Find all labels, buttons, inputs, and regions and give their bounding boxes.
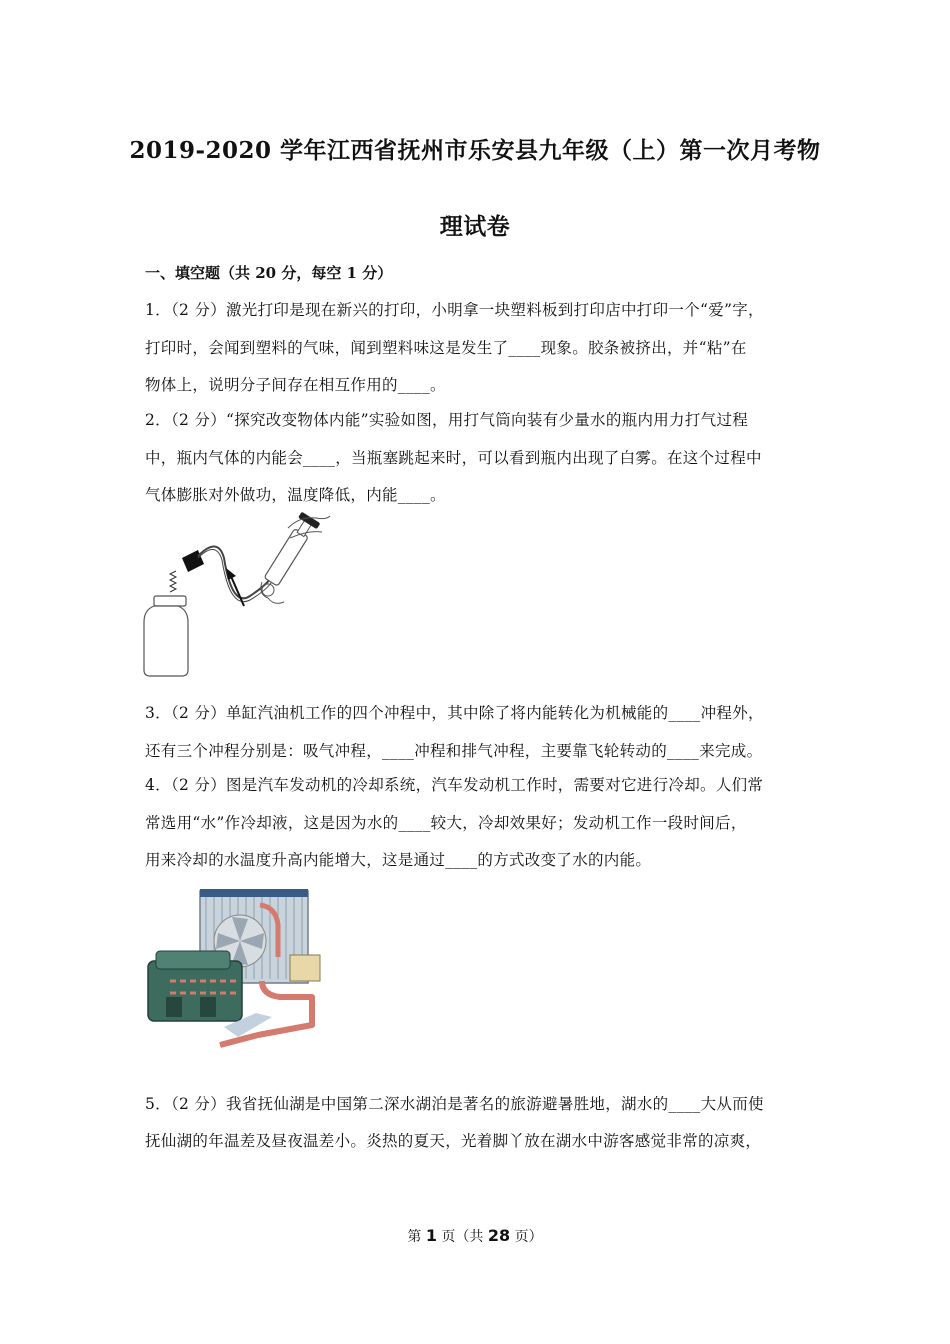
q3-line-1: 3．（2 分）单缸汽油机工作的四个冲程中，其中除了将内能转化为机械能的____冲程外， xyxy=(145,704,764,722)
footer-prefix: 第 xyxy=(407,1229,426,1245)
q5-line-2: 抚仙湖的年温差及昼夜温差小。炎热的夏天，光着脚丫放在湖水中游客感觉非常的凉爽， xyxy=(145,1132,762,1150)
footer-page-number: 1 xyxy=(425,1226,437,1245)
q2-line-1: 2．（2 分）“探究改变物体内能”实验如图，用打气筒向装有少量水的瓶内用力打气过程 xyxy=(145,411,749,429)
q1-line-3: 物体上，说明分子间存在相互作用的____。 xyxy=(145,376,446,394)
q3-line-2: 还有三个冲程分别是：吸气冲程，____冲程和排气冲程，主要靠飞轮转动的____来完成。 xyxy=(145,742,763,760)
section-heading: 一、填空题（共 20 分，每空 1 分） xyxy=(145,264,393,282)
q4-line-1: 4．（2 分）图是汽车发动机的冷却系统，汽车发动机工作时，需要对它进行冷却。人们常 xyxy=(145,776,764,794)
footer-middle: 页（共 xyxy=(436,1229,488,1245)
footer-suffix: 页） xyxy=(510,1229,543,1245)
footer-total-pages: 28 xyxy=(487,1226,511,1245)
q2-line-3: 气体膨胀对外做功，温度降低，内能____。 xyxy=(145,486,446,504)
q1-line-2: 打印时，会闻到塑料的气味，闻到塑料味这是发生了____现象。胶条被挤出，并“粘”在 xyxy=(145,339,747,357)
page-footer xyxy=(0,1226,950,1246)
q4-line-2: 常选用“水”作冷却液，这是因为水的____较大，冷却效果好；发动机工作一段时间后， xyxy=(145,814,747,832)
q5-line-1: 5．（2 分）我省抚仙湖是中国第二深水湖泊是著名的旅游避暑胜地，湖水的____大从而使 xyxy=(145,1095,764,1113)
q2-line-2: 中，瓶内气体的内能会____，当瓶塞跳起来时，可以看到瓶内出现了白雾。在这个过程中 xyxy=(145,449,762,467)
bottle-pump-figure xyxy=(140,510,340,680)
exam-title-line-2: 理试卷 xyxy=(439,213,511,240)
q4-line-3: 用来冷却的水温度升高内能增大，这是通过____的方式改变了水的内能。 xyxy=(145,851,652,869)
engine-cooling-figure xyxy=(140,885,330,1055)
exam-title-line-1: 2019-2020 学年江西省抚州市乐安县九年级（上）第一次月考物 xyxy=(129,137,821,164)
q1-line-1: 1．（2 分）激光打印是现在新兴的打印，小明拿一块塑料板到打印店中打印一个“爱”字， xyxy=(145,301,764,319)
